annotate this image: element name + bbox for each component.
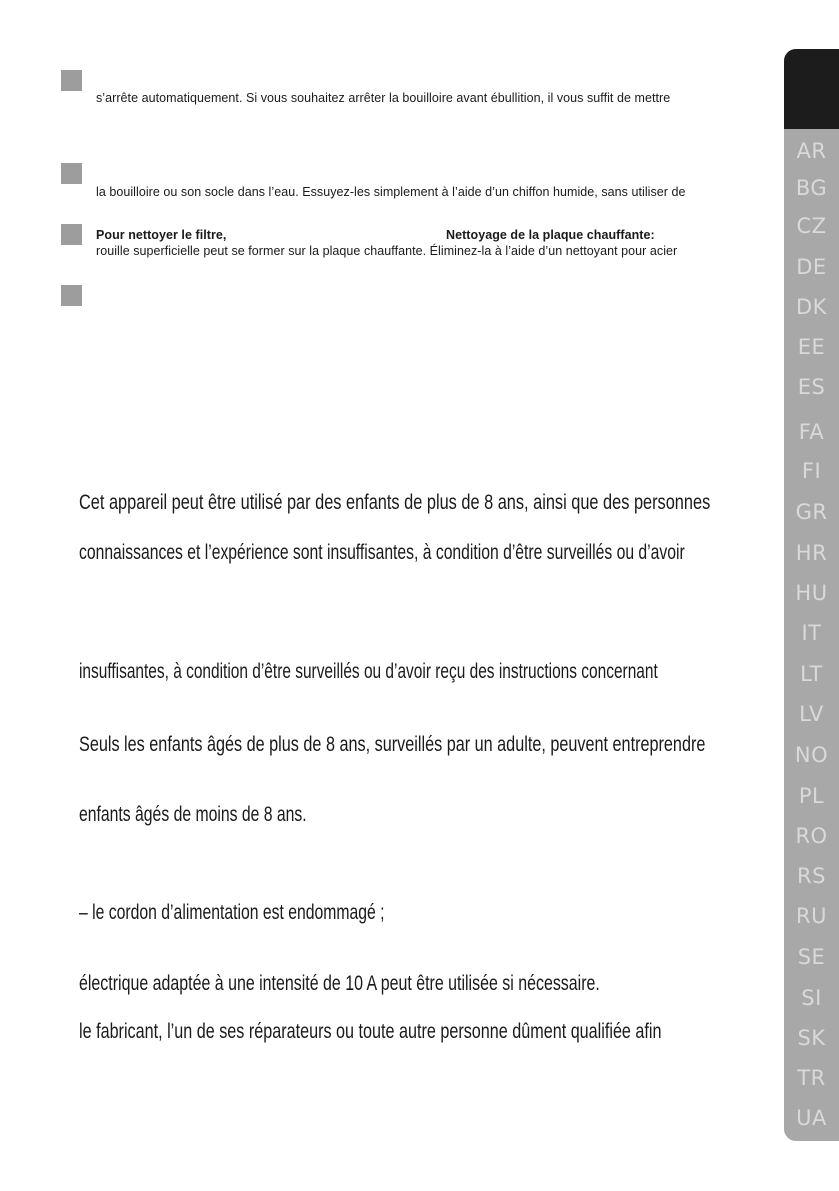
language-tab-hr[interactable]: HR <box>795 541 828 565</box>
section-heading-plate: Nettoyage de la plaque chauffante: <box>446 228 655 242</box>
language-tab-ua[interactable]: UA <box>796 1106 827 1130</box>
language-tab-gr[interactable]: GR <box>795 500 828 524</box>
language-tab-rs[interactable]: RS <box>797 864 826 888</box>
language-tab-bg[interactable]: BG <box>795 176 828 200</box>
section-heading-filter: Pour nettoyer le filtre, <box>96 228 227 242</box>
language-tab-active[interactable] <box>784 49 839 129</box>
language-tab-cz[interactable]: CZ <box>796 214 827 238</box>
text-line: le fabricant, l’un de ses réparateurs ou toute autre personne dûment qualifiée afin <box>79 1020 662 1043</box>
language-tab-dk[interactable]: DK <box>796 295 827 319</box>
bullet-square <box>61 285 82 306</box>
language-tab-pl[interactable]: PL <box>798 784 825 808</box>
language-tab-ru[interactable]: RU <box>796 904 827 928</box>
text-line: enfants âgés de moins de 8 ans. <box>79 803 307 826</box>
language-tab-hu[interactable]: HU <box>795 581 828 605</box>
language-tab-ee[interactable]: EE <box>797 335 826 359</box>
language-tab-it[interactable]: IT <box>801 621 822 645</box>
language-tab-lv[interactable]: LV <box>799 702 824 726</box>
language-tab-fa[interactable]: FA <box>798 420 825 444</box>
text-line: rouille superficielle peut se former sur la plaque chauffante. Éliminez-la à l’aide d’un nettoyant pour acier <box>96 244 678 258</box>
language-tab-si[interactable]: SI <box>801 986 822 1010</box>
text-line: insuffisantes, à condition d’être surveillés ou d’avoir reçu des instructions concernant <box>79 660 658 683</box>
language-tab-de[interactable]: DE <box>796 255 827 279</box>
language-tab-ro[interactable]: RO <box>795 824 828 848</box>
text-line: s’arrête automatiquement. Si vous souhaitez arrêter la bouilloire avant ébullition, il vous suffit de mettre <box>96 91 671 105</box>
language-tab-tr[interactable]: TR <box>797 1066 826 1090</box>
text-line: connaissances et l’expérience sont insuffisantes, à condition d’être surveillés ou d’avoir <box>79 541 685 564</box>
language-tab-lt[interactable]: LT <box>800 662 823 686</box>
language-sidebar <box>784 49 839 1141</box>
language-tab-sk[interactable]: SK <box>797 1026 826 1050</box>
text-line: électrique adaptée à une intensité de 10 A peut être utilisée si nécessaire. <box>79 972 600 995</box>
language-tab-fi[interactable]: FI <box>801 459 822 483</box>
bullet-square <box>61 70 82 91</box>
language-tab-es[interactable]: ES <box>797 375 826 399</box>
language-tab-no[interactable]: NO <box>794 743 829 767</box>
text-line: Cet appareil peut être utilisé par des enfants de plus de 8 ans, ainsi que des personnes <box>79 491 711 514</box>
text-line: Seuls les enfants âgés de plus de 8 ans, surveillés par un adulte, peuvent entreprendre <box>79 733 706 756</box>
language-tab-ar[interactable]: AR <box>796 139 827 163</box>
text-line: – le cordon d’alimentation est endommagé ; <box>79 901 385 924</box>
bullet-square <box>61 163 82 184</box>
text-line: la bouilloire ou son socle dans l’eau. Essuyez-les simplement à l’aide d’un chiffon humide, sans utiliser de <box>96 185 686 199</box>
bullet-square <box>61 224 82 245</box>
language-tab-se[interactable]: SE <box>797 945 826 969</box>
